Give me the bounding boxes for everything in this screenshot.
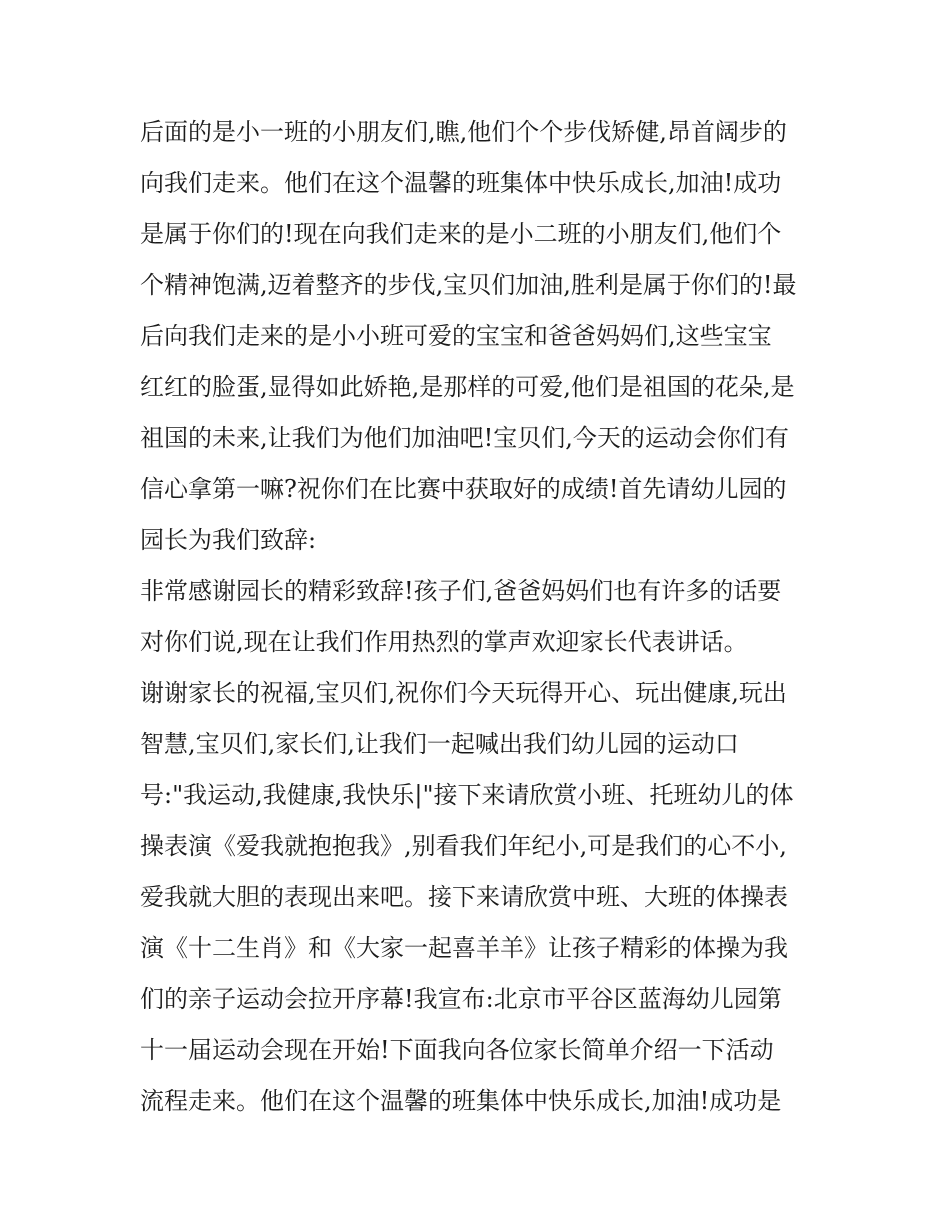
text-line: 流程走来。他们在这个温馨的班集体中快乐成长,加油!成功是 [140,1087,782,1115]
text-line: 红红的脸蛋,显得如此娇艳,是那样的可爱,他们是祖国的花朵,是 [140,373,795,401]
text-line: 祖国的未来,让我们为他们加油吧!宝贝们,今天的运动会你们有 [140,424,789,452]
text-line: 爱我就大胆的表现出来吧。接下来请欣赏中班、大班的体操表 [140,883,788,911]
document-page [140,107,820,1127]
text-line: 谢谢家长的祝福,宝贝们,祝你们今天玩得开心、玩出健康,玩出 [140,679,787,707]
text-line: 非常感谢园长的精彩致辞!孩子们,爸爸妈妈们也有许多的话要 [140,577,782,605]
text-line: 十一届运动会现在开始!下面我向各位家长简单介绍一下活动 [140,1036,774,1064]
text-line: 智慧,宝贝们,家长们,让我们一起喊出我们幼儿园的运动口 [140,730,739,758]
text-line: 是属于你们的!现在向我们走来的是小二班的小朋友们,他们个 [140,220,782,248]
text-line: 向我们走来。他们在这个温馨的班集体中快乐成长,加油!成功 [140,169,782,197]
text-line: 演《十二生肖》和《大家一起喜羊羊》让孩子精彩的体操为我 [140,934,788,962]
text-line: 个精神饱满,迈着整齐的步伐,宝贝们加油,胜利是属于你们的!最 [140,271,797,299]
text-line: 园长为我们致辞: [140,526,317,554]
text-line: 们的亲子运动会拉开序幕!我宣布:北京市平谷区蓝海幼儿园第 [140,985,782,1013]
text-line: 号:"我运动,我健康,我快乐|"接下来请欣赏小班、托班幼儿的体 [140,781,794,809]
text-line: 对你们说,现在让我们作用热烈的掌声欢迎家长代表讲话。 [140,628,748,656]
text-line: 信心拿第一嘛?祝你们在比赛中获取好的成绩!首先请幼儿园的 [140,475,787,503]
text-line: 后面的是小一班的小朋友们,瞧,他们个个步伐矫健,昂首阔步的 [140,118,787,146]
text-line: 后向我们走来的是小小班可爱的宝宝和爸爸妈妈们,这些宝宝 [140,322,772,350]
text-line: 操表演《爱我就抱抱我》,别看我们年纪小,可是我们的心不小, [140,832,787,860]
